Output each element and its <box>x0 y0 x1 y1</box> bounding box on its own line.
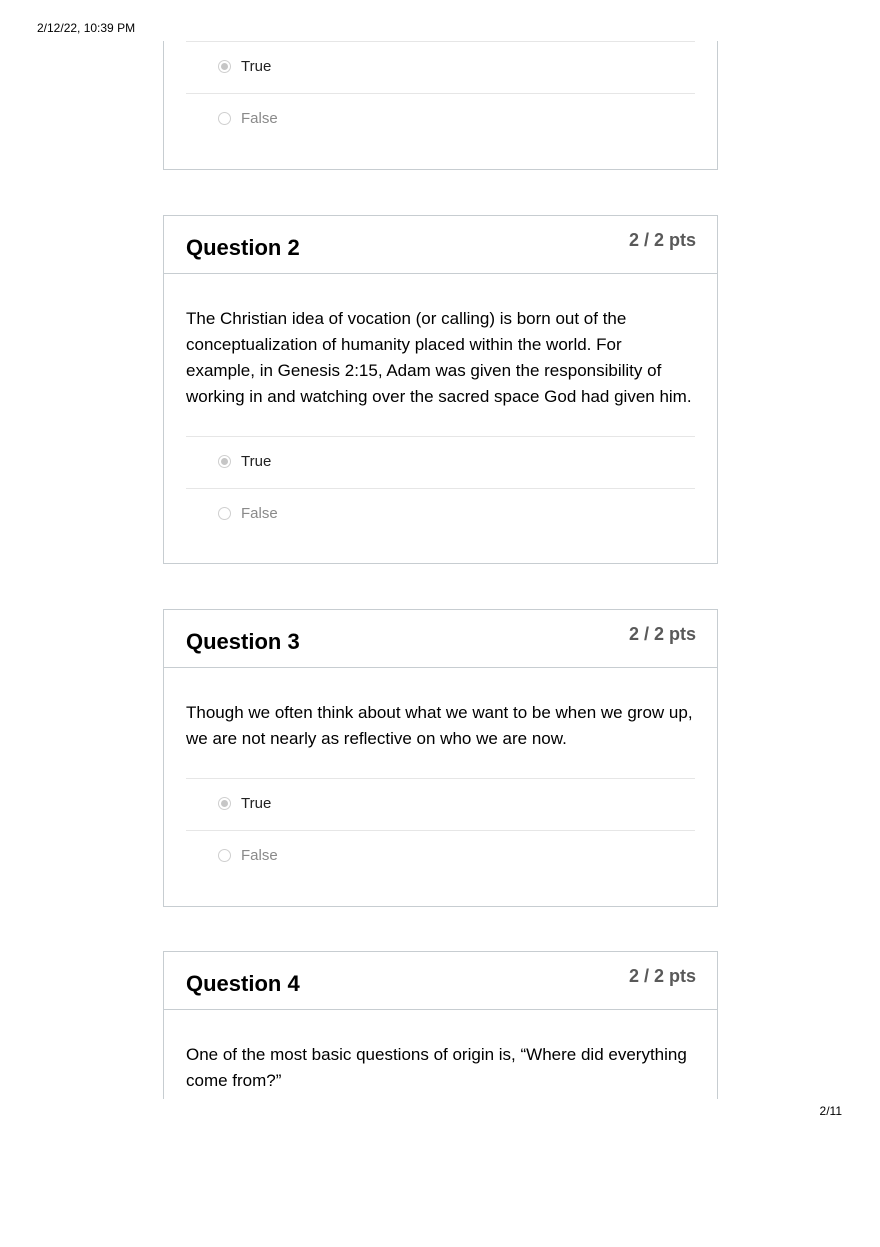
question-card-1 <box>163 41 718 170</box>
question-header <box>164 610 717 668</box>
answer-list <box>186 41 695 145</box>
question-card-3 <box>163 609 718 907</box>
question-card-2 <box>163 215 718 564</box>
print-page-number: 2/11 <box>819 1104 842 1118</box>
answer-option-true[interactable] <box>186 778 695 830</box>
answer-option-false[interactable] <box>186 93 695 145</box>
question-points: 2 / 2 pts <box>628 966 696 986</box>
answer-list <box>186 778 695 882</box>
radio-selected-icon[interactable] <box>218 797 231 810</box>
answer-label: False <box>241 847 278 864</box>
answer-list <box>186 436 695 540</box>
radio-empty-icon[interactable] <box>218 849 231 862</box>
radio-empty-icon[interactable] <box>218 507 231 520</box>
answer-label: True <box>241 58 272 75</box>
answer-label: False <box>241 110 278 127</box>
question-header <box>164 952 717 1010</box>
answer-label: True <box>241 453 272 470</box>
question-title: Question 4 <box>186 971 300 996</box>
question-text: Though we often think about what we want to be when we grow up, we are not nearly as reflective on who we are now. <box>186 703 693 748</box>
question-card-4 <box>163 951 718 1099</box>
question-text: One of the most basic questions of origin is, “Where did everything come from?” <box>186 1045 687 1090</box>
question-title: Question 3 <box>186 629 300 654</box>
answer-option-false[interactable] <box>186 488 695 540</box>
answer-option-false[interactable] <box>186 830 695 882</box>
question-points: 2 / 2 pts <box>628 624 696 644</box>
answer-label: False <box>241 505 278 522</box>
radio-empty-icon[interactable] <box>218 112 231 125</box>
question-text: The Christian idea of vocation (or calling) is born out of the conceptualization of humanity placed within the world. For example, in Genesis 2:15, Adam was given the responsibility of working in and watching over the sacred space God had given him. <box>186 309 692 406</box>
answer-option-true[interactable] <box>186 41 695 93</box>
answer-label: True <box>241 795 272 812</box>
radio-selected-icon[interactable] <box>218 455 231 468</box>
question-title: Question 2 <box>186 235 300 260</box>
question-points: 2 / 2 pts <box>628 230 696 250</box>
question-header <box>164 216 717 274</box>
answer-option-true[interactable] <box>186 436 695 488</box>
print-datetime: 2/12/22, 10:39 PM <box>37 21 136 35</box>
radio-selected-icon[interactable] <box>218 60 231 73</box>
